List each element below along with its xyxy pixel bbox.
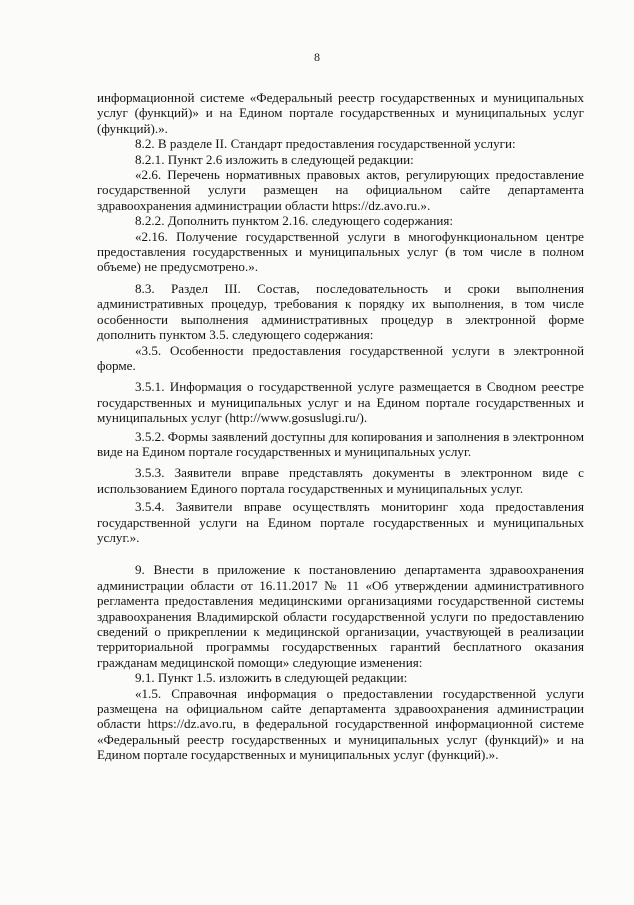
paragraph-3-5: «3.5. Особенности предоставления государственной услуги в электронной форме. xyxy=(97,342,584,373)
paragraph-3-5-3: 3.5.3. Заявители вправе представлять документы в электронном виде с использованием Единого портала государственных и муниципальных услуг. xyxy=(97,465,584,496)
page-number: 8 xyxy=(314,50,320,64)
paragraph-8-2: 8.2. В разделе II. Стандарт предоставления государственной услуги: xyxy=(135,136,516,152)
paragraph-9: 9. Внести в приложение к постановлению департамента здравоохранения администрации области от 16.11.2017 № 11 «Об утверждении административного регламента предоставления медицинскими организациями государственной системы здравоохранения Владимирской области государственной услуги по предоставлению сведений о прикреплении к медицинской организации, участвующей в реализации территориальной программы государственных гарантий бесплатного оказания гражданам медицинской помощи» следующие изменения: xyxy=(97,562,584,670)
paragraph-3-5-4: 3.5.4. Заявители вправе осуществлять мониторинг хода предоставления государственной услуги на Едином портале государственных и муниципальных услуг.». xyxy=(97,499,584,545)
paragraph-8-2-2: 8.2.2. Дополнить пунктом 2.16. следующего содержания: xyxy=(135,213,453,229)
paragraph-3-5-2: 3.5.2. Формы заявлений доступны для копирования и заполнения в электронном виде на Едином портале государственных и муниципальных услуг. xyxy=(97,428,584,459)
paragraph-8-3: 8.3. Раздел III. Состав, последовательность и сроки выполнения административных процедур, требования к порядку их выполнения, в том числе особенности выполнения административных процедур в электронной форме дополнить пунктом 3.5. следующего содержания: xyxy=(97,280,584,343)
paragraph-2-16: «2.16. Получение государственной услуги в многофункциональном центре предоставления государственных и муниципальных услуг (в том числе в полном объеме) не предусмотрено.». xyxy=(97,228,584,275)
paragraph-8-2-1: 8.2.1. Пункт 2.6 изложить в следующей редакции: xyxy=(135,151,414,167)
document-body xyxy=(97,90,584,763)
paragraph-9-1: 9.1. Пункт 1.5. изложить в следующей редакции: xyxy=(135,670,408,686)
paragraph-2-6: «2.6. Перечень нормативных правовых актов, регулирующих предоставление государственной услуги размещен на официальном сайте департамента здравоохранения администрации области https://dz.avo.ru.». xyxy=(97,167,584,213)
paragraph-3-5-1: 3.5.1. Информация о государственной услуге размещается в Сводном реестре государственных и муниципальных услуг и на Едином портале государственных и муниципальных услуг (http://www.gosuslugi.ru/). xyxy=(97,379,584,426)
paragraph-1-5: «1.5. Справочная информация о предоставлении государственной услуги размещена на официальном сайте департамента здравоохранения администрации области https://dz.avo.ru, в федеральной государственной информационной системе «Федеральный реестр государственных и муниципальных услуг (функций)» и на Едином портале государственных и муниципальных услуг (функций).». xyxy=(97,685,584,763)
paragraph-continuation: информационной системе «Федеральный реестр государственных и муниципальных услуг (функций)» и на Едином портале государственных и муниципальных услуг (функций).». xyxy=(97,90,584,136)
